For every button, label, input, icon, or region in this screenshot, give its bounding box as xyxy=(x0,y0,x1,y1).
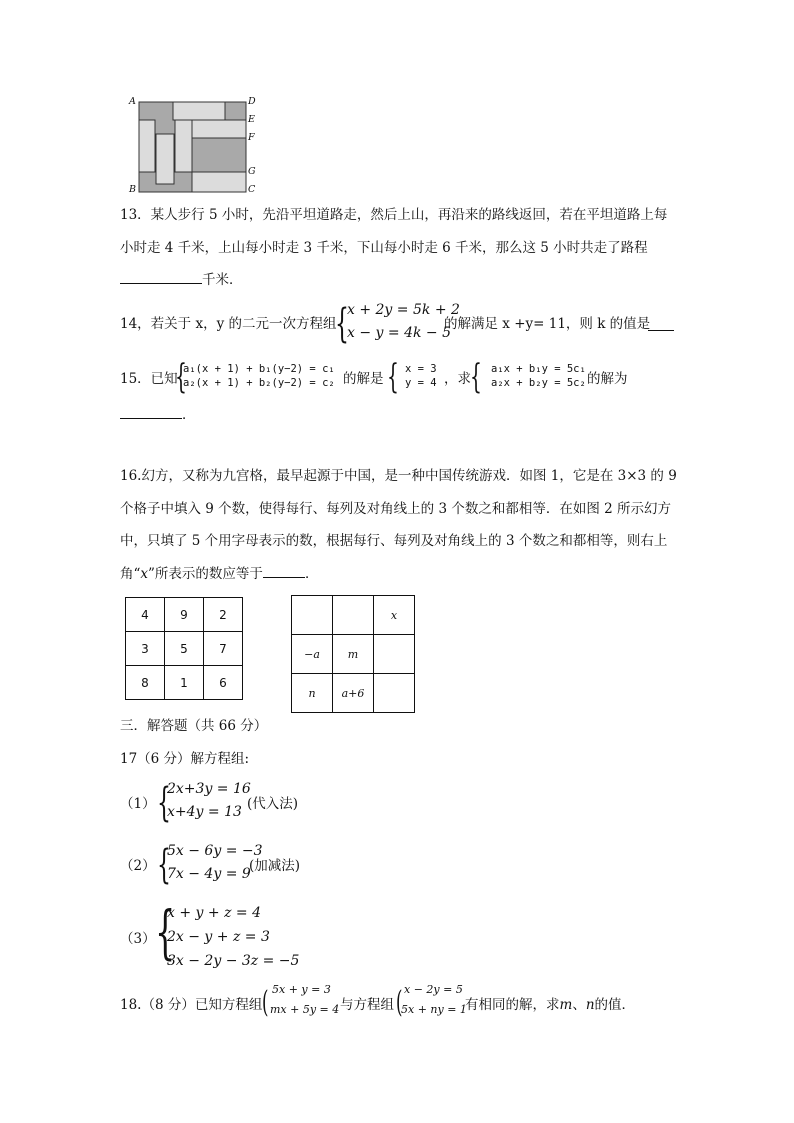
q15-brace3: { xyxy=(470,357,482,397)
q18-s1-eq2: mx + 5y = 4 xyxy=(270,1003,340,1016)
magic-square-figure-2 xyxy=(291,595,415,713)
label-e: E xyxy=(248,114,255,125)
q17-p2-brace: { xyxy=(157,842,171,888)
q17-title: 17（6 分）解方程组: xyxy=(120,751,250,767)
q18-s1-eq1: 5x + y = 3 xyxy=(272,983,331,996)
grid1-cell: 2 xyxy=(204,598,243,632)
grid2-row xyxy=(292,596,415,635)
q18-sep: 、 xyxy=(572,997,586,1013)
grid2-cell: m xyxy=(333,635,374,674)
q18-variable-n: n xyxy=(585,997,595,1013)
label-g: G xyxy=(248,166,256,177)
q18-s2-eq1: x − 2y = 5 xyxy=(404,983,463,996)
q15-sol1: x = 3 xyxy=(405,363,437,375)
q17-p1-label: （1） xyxy=(120,796,156,812)
grid1-cell: 3 xyxy=(126,632,165,666)
figure-svg xyxy=(125,96,265,200)
q17-p2-eq1: 5x − 6y = −3 xyxy=(167,843,263,859)
q16-answer-blank[interactable] xyxy=(263,563,305,578)
q13-line2: 小时走 4 千米，上山每小时走 3 千米，下山每小时走 6 千米，那么这 5 小时共走了路程 xyxy=(120,240,648,256)
q15-brace1: { xyxy=(175,357,187,397)
grid2-cell xyxy=(333,596,374,635)
grid1-cell: 5 xyxy=(165,632,204,666)
q15-brace2: { xyxy=(387,357,399,397)
q14-answer-blank-wrap xyxy=(648,316,674,335)
label-f: F xyxy=(248,132,255,143)
q15-line2 xyxy=(120,404,196,425)
q13-line3 xyxy=(120,269,243,290)
q17-p2-method: (加减法) xyxy=(249,858,301,874)
grid1-row xyxy=(126,632,243,666)
q18-prefix: 18.（8 分）已知方程组 xyxy=(120,997,263,1013)
q18-brace1: ( xyxy=(262,985,269,1020)
q17-p3-eq1: x + y + z = 4 xyxy=(167,905,261,921)
grid1-cell: 8 xyxy=(126,666,165,700)
q16-variable-x: x xyxy=(140,566,149,582)
q15-sol2: y = 4 xyxy=(405,377,437,389)
q15-suffix: 的解为 xyxy=(587,371,628,387)
q17-p2-eq2: 7x − 4y = 9 xyxy=(167,866,251,882)
q14-eq2: x − y = 4k − 5 xyxy=(347,325,451,341)
q15-sys1-eq1: a₁(x + 1) + b₁(y−2) = c₁ xyxy=(183,363,335,375)
section-heading: 三．解答题（共 66 分） xyxy=(120,718,268,734)
q16-line4-b: ”所表示的数应等于 xyxy=(148,566,263,582)
grid2-cell: −a xyxy=(292,635,333,674)
q14-suffix: 的解满足 x +y= 11，则 k 的值是 xyxy=(444,316,651,332)
q15-mid2: ，求 xyxy=(444,371,471,387)
q17-p1-method: (代入法) xyxy=(247,796,299,812)
grid1-cell: 6 xyxy=(204,666,243,700)
grid2-cell: n xyxy=(292,674,333,713)
q15-sys2-eq2: a₂x + b₂y = 5c₂ xyxy=(491,377,586,389)
grid2-cell xyxy=(292,596,333,635)
q17-p2-label: （2） xyxy=(120,858,156,874)
q18-variable-m: m xyxy=(559,997,573,1013)
q17-p1-eq1: 2x+3y = 16 xyxy=(167,781,251,797)
q14-eq1: x + 2y = 5k + 2 xyxy=(347,302,460,318)
grid2-row xyxy=(292,635,415,674)
grid1-cell: 4 xyxy=(126,598,165,632)
q16-line2: 个格子中填入 9 个数，使得每行、每列及对角线上的 3 个数之和都相等．在如图 2 所示幻方 xyxy=(120,501,672,517)
magic-square-figure-1 xyxy=(125,597,243,700)
label-c: C xyxy=(248,184,256,195)
grid1-cell: 9 xyxy=(165,598,204,632)
q15-prefix: 15．已知 xyxy=(120,371,178,387)
q16-line1: 16.幻方，又称为九宫格，最早起源于中国，是一种中国传统游戏．如图 1，它是在 3×3 的 9 xyxy=(120,468,677,484)
grid1-row xyxy=(126,666,243,700)
q14-brace: { xyxy=(335,301,349,347)
label-b: B xyxy=(129,184,136,195)
grid1-cell: 1 xyxy=(165,666,204,700)
q17-p3-eq2: 2x − y + z = 3 xyxy=(167,929,270,945)
grid1-cell: 7 xyxy=(204,632,243,666)
label-a: A xyxy=(129,96,136,107)
q17-p1-brace: { xyxy=(157,780,171,826)
q14-answer-blank[interactable] xyxy=(648,316,674,331)
q17-p3-eq3: 3x − 2y − 3z = −5 xyxy=(167,953,300,969)
q18-suffix-a: 有相同的解，求 xyxy=(465,997,560,1013)
q17-p3-label: （3） xyxy=(120,931,156,947)
q18-suffix xyxy=(465,995,635,1015)
grid2-cell xyxy=(374,674,415,713)
q16-line3: 中，只填了 5 个用字母表示的数，根据每行、每列及对角线上的 3 个数之和都相等，则右上 xyxy=(120,533,668,549)
q17-p3-brace: { xyxy=(155,898,176,966)
grid1-row xyxy=(126,598,243,632)
q16-line4-a: 角“ xyxy=(120,566,141,582)
rectangle-figure xyxy=(125,96,265,200)
grid2-cell xyxy=(374,635,415,674)
q15-end: ． xyxy=(182,407,196,423)
grid2-row xyxy=(292,674,415,713)
grid2-cell: a+6 xyxy=(333,674,374,713)
q14-prefix: 14，若关于 x，y 的二元一次方程组 xyxy=(120,316,337,332)
grid2-cell: x xyxy=(374,596,415,635)
q16-end: ． xyxy=(304,566,319,582)
q13-line1: 13．某人步行 5 小时，先沿平坦道路走，然后上山，再沿来的路线返回，若在平坦道路上每 xyxy=(120,207,668,223)
q13-answer-blank[interactable] xyxy=(120,269,202,284)
q18-s2-eq2: 5x + ny = 1 xyxy=(401,1003,467,1016)
q15-mid1: 的解是 xyxy=(343,371,384,387)
q18-brace2: ( xyxy=(396,985,403,1020)
q18-mid: 与方程组 xyxy=(340,997,394,1013)
q13-suffix: 千米． xyxy=(202,272,243,288)
q17-p1-eq2: x+4y = 13 xyxy=(167,804,242,820)
q15-sys1-eq2: a₂(x + 1) + b₂(y−2) = c₂ xyxy=(183,377,335,389)
label-d: D xyxy=(248,96,256,107)
q15-sys2-eq1: a₁x + b₁y = 5c₁ xyxy=(491,363,586,375)
q16-line4 xyxy=(120,563,318,584)
q15-answer-blank[interactable] xyxy=(120,404,182,419)
q18-suffix-b: 的值． xyxy=(594,997,636,1013)
